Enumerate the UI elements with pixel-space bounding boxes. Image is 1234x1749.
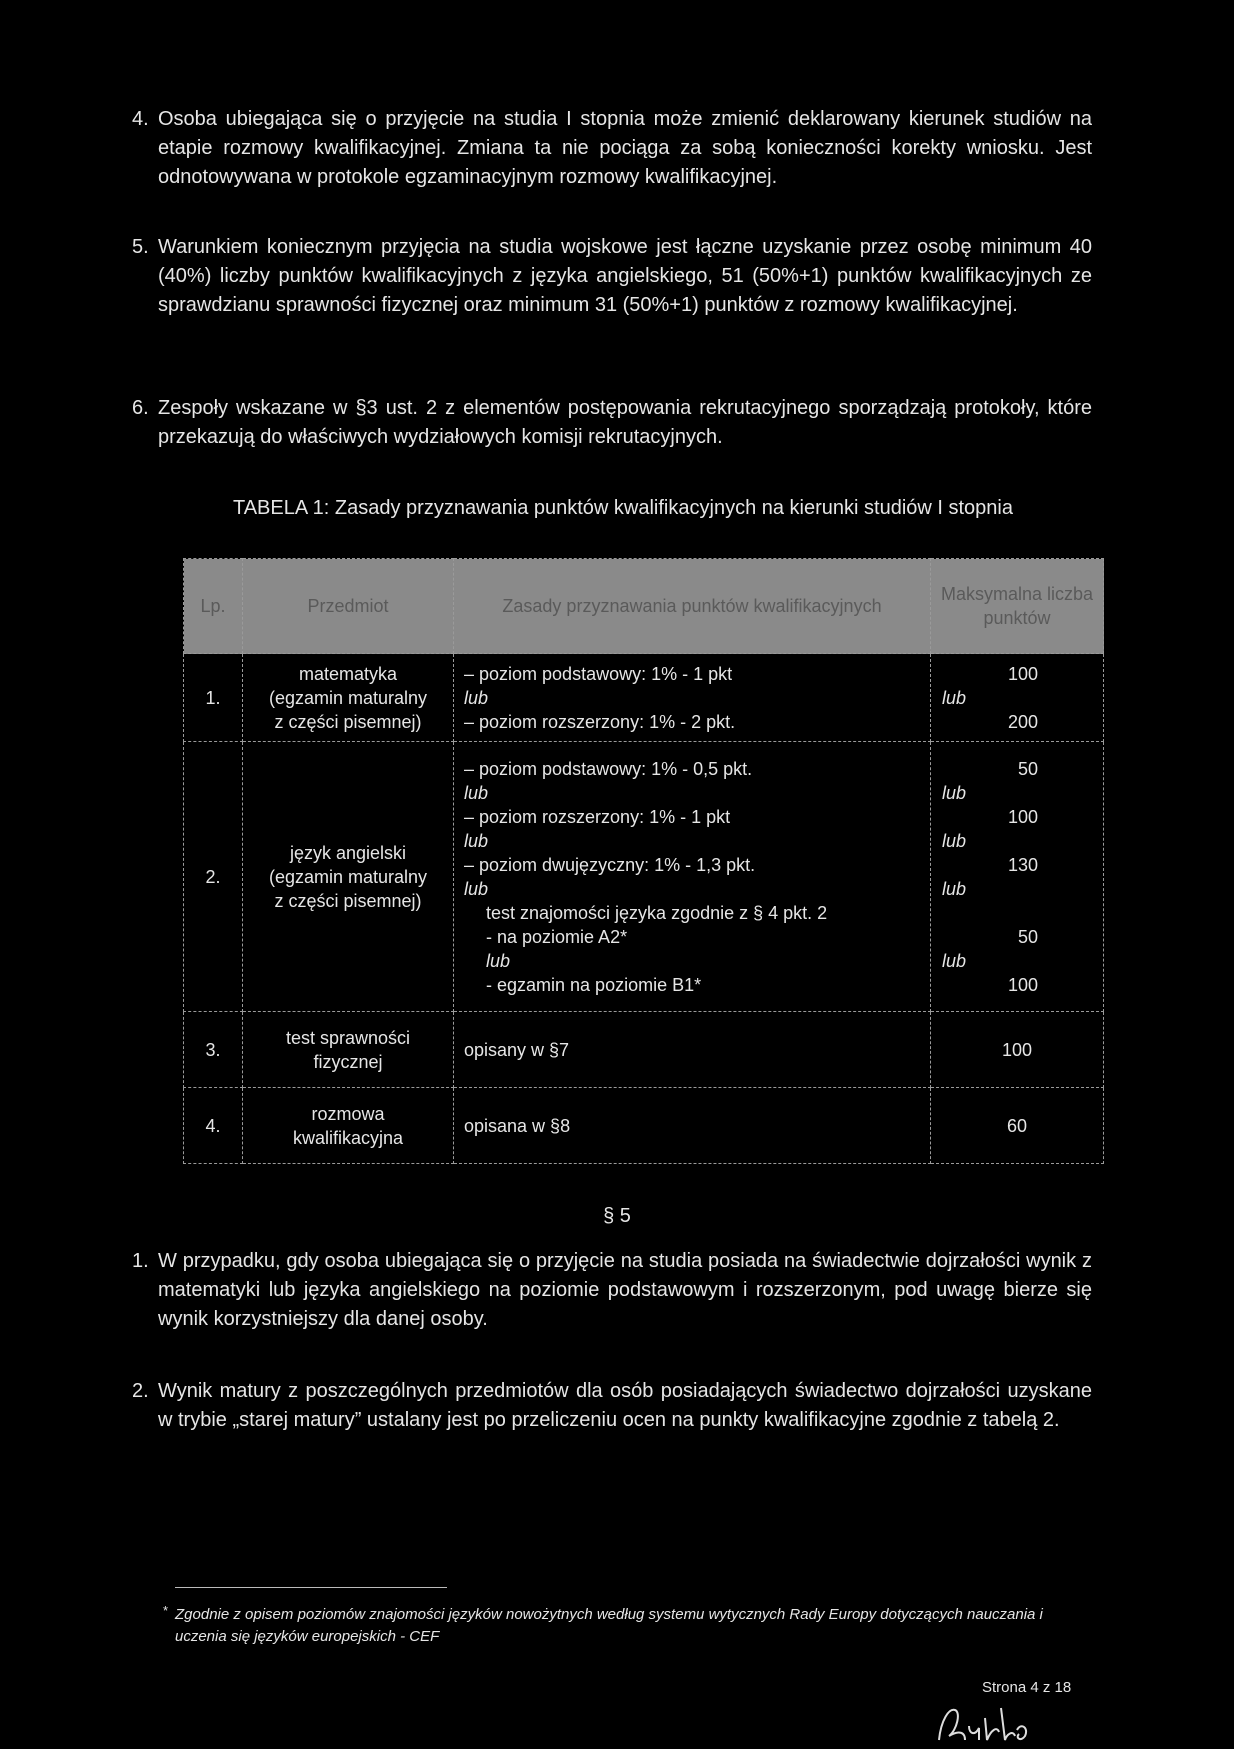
header-subject: Przedmiot (243, 559, 454, 654)
points-value (1008, 901, 1038, 925)
section-paragraph-2 (132, 1377, 1092, 1435)
points-value: 50 (1017, 758, 1038, 779)
table-header-row (184, 559, 1104, 654)
row-rules: opisana w §8 (454, 1088, 931, 1164)
points-value: 200 (1007, 711, 1038, 732)
or-label (942, 853, 966, 877)
or-label (942, 901, 966, 925)
footnote-separator (175, 1587, 447, 1588)
rule-line: - na poziomie A2* (486, 926, 628, 947)
paragraph-5 (132, 233, 1092, 320)
or-label (942, 805, 966, 829)
or-label: lub (942, 830, 967, 851)
paragraph-text: Zespoły wskazane w §3 ust. 2 z elementów postępowania rekrutacyjnego sporządzają protokoły, które przekazują do właściwych wydziałowych komisji rekrutacyjnych. (158, 397, 1092, 448)
rule-line: – poziom podstawowy: 1% - 0,5 pkt. (464, 758, 753, 779)
points-value (1008, 686, 1038, 710)
row-subject (243, 742, 454, 1012)
header-rules: Zasady przyznawania punktów kwalifikacyjnych (454, 559, 931, 654)
rule-line: lub (464, 782, 489, 803)
rule-line: lub (464, 830, 489, 851)
paragraph-text: Osoba ubiegająca się o przyjęcie na studia I stopnia może zmienić deklarowany kierunek studiów na etapie rozmowy kwalifikacyjnej. Zmiana ta nie pociąga za sobą konieczności korekty wniosku. Jest odnotowywana w protokole egzaminacyjnym rozmowy kwalifikacyjnej. (158, 108, 1092, 188)
table-row (184, 1012, 1104, 1088)
row-points (931, 654, 1104, 742)
row-rules (454, 654, 931, 742)
paragraph-number: 5. (132, 236, 149, 258)
subject-line: fizycznej (313, 1051, 383, 1072)
points-value (1008, 781, 1038, 805)
points-value: 100 (1007, 663, 1038, 684)
subject-line: (egzamin maturalny (268, 687, 428, 708)
rule-line: – poziom podstawowy: 1% - 1 pkt (464, 663, 733, 684)
row-number: 4. (184, 1088, 243, 1164)
or-label: lub (942, 687, 967, 708)
or-label (942, 973, 966, 997)
rule-line: lub (464, 687, 489, 708)
subject-line: z części pisemnej) (274, 711, 422, 732)
row-number: 1. (184, 654, 243, 742)
section-heading: § 5 (603, 1205, 631, 1227)
subject-line: z części pisemnej) (274, 890, 422, 911)
rule-line: - egzamin na poziomie B1* (486, 974, 702, 995)
subject-line: test sprawności (285, 1027, 411, 1048)
footnote-text: Zgodnie z opisem poziomów znajomości języków nowożytnych według systemu wytycznych Rady Europy dotyczących nauczania i uczenia się języków europejskich - CEF (175, 1606, 1043, 1645)
subject-line: matematyka (298, 663, 398, 684)
or-label: lub (942, 782, 967, 803)
signature-image (935, 1700, 1045, 1746)
rule-line: test znajomości języka zgodnie z § 4 pkt. 2 (486, 902, 828, 923)
points-value (1008, 829, 1038, 853)
paragraph-number: 2. (132, 1380, 149, 1402)
rule-line: – poziom dwujęzyczny: 1% - 1,3 pkt. (464, 854, 756, 875)
footnote-mark: * (163, 1603, 169, 1618)
points-value: 100 (1007, 806, 1038, 827)
row-points (931, 742, 1104, 1012)
paragraph-text: Wynik matury z poszczególnych przedmiotów dla osób posiadających świadectwo dojrzałości uzyskane w trybie „starej matury” ustalany jest po przeliczeniu ocen na punkty kwalifikacyjne zgodnie z tabelą 2. (158, 1380, 1092, 1431)
or-label (942, 925, 966, 949)
section-paragraph-1 (132, 1247, 1092, 1334)
points-value: 130 (1007, 854, 1038, 875)
or-label (942, 757, 966, 781)
rule-line: – poziom rozszerzony: 1% - 1 pkt (464, 806, 731, 827)
table-row (184, 1088, 1104, 1164)
or-label: lub (942, 878, 967, 899)
paragraph-text: Warunkiem koniecznym przyjęcia na studia wojskowe jest łączne uzyskanie przez osobę minimum 40 (40%) liczby punktów kwalifikacyjnych z języka angielskiego, 51 (50%+1) punktów kwalifikacyjnych ze sprawdzianu sprawności fizycznej oraz minimum 31 (50%+1) punktów z rozmowy kwalifikacyjnej. (158, 236, 1092, 316)
row-number: 2. (184, 742, 243, 1012)
subject-line: kwalifikacyjna (292, 1127, 404, 1148)
row-number: 3. (184, 1012, 243, 1088)
or-label: lub (942, 950, 967, 971)
paragraph-number: 6. (132, 397, 149, 419)
rule-line: – poziom rozszerzony: 1% - 2 pkt. (464, 711, 736, 732)
points-value: 50 (1017, 926, 1038, 947)
paragraph-number: 4. (132, 108, 149, 130)
points-value (1008, 949, 1038, 973)
row-points: 60 (931, 1088, 1104, 1164)
rule-line: lub (486, 950, 511, 971)
paragraph-number: 1. (132, 1250, 149, 1272)
or-label (942, 662, 966, 686)
header-lp: Lp. (184, 559, 243, 654)
row-subject (243, 1088, 454, 1164)
paragraph-6 (132, 394, 1092, 452)
rule-line: lub (464, 878, 489, 899)
row-subject (243, 1012, 454, 1088)
table-row (184, 742, 1104, 1012)
header-points: Maksymalna liczba punktów (931, 559, 1104, 654)
row-points: 100 (931, 1012, 1104, 1088)
table-caption: TABELA 1: Zasady przyznawania punktów kwalifikacyjnych na kierunki studiów I stopnia (232, 497, 1013, 519)
points-value (1008, 877, 1038, 901)
or-label (942, 710, 966, 734)
table-row (184, 654, 1104, 742)
row-subject (243, 654, 454, 742)
paragraph-text: W przypadku, gdy osoba ubiegająca się o przyjęcie na studia posiada na świadectwie dojrzałości wynik z matematyki lub języka angielskiego na poziomie podstawowym i rozszerzonym, pod uwagę bierze się wynik korzystniejszy dla danej osoby. (158, 1250, 1092, 1330)
paragraph-4 (132, 105, 1092, 192)
points-table (183, 558, 1104, 1164)
points-value: 100 (1007, 974, 1038, 995)
subject-line: (egzamin maturalny (268, 866, 428, 887)
footnote (163, 1603, 1095, 1648)
row-rules: opisany w §7 (454, 1012, 931, 1088)
page-number: Strona 4 z 18 (982, 1679, 1072, 1696)
row-rules (454, 742, 931, 1012)
subject-line: język angielski (289, 842, 407, 863)
subject-line: rozmowa (311, 1103, 385, 1124)
